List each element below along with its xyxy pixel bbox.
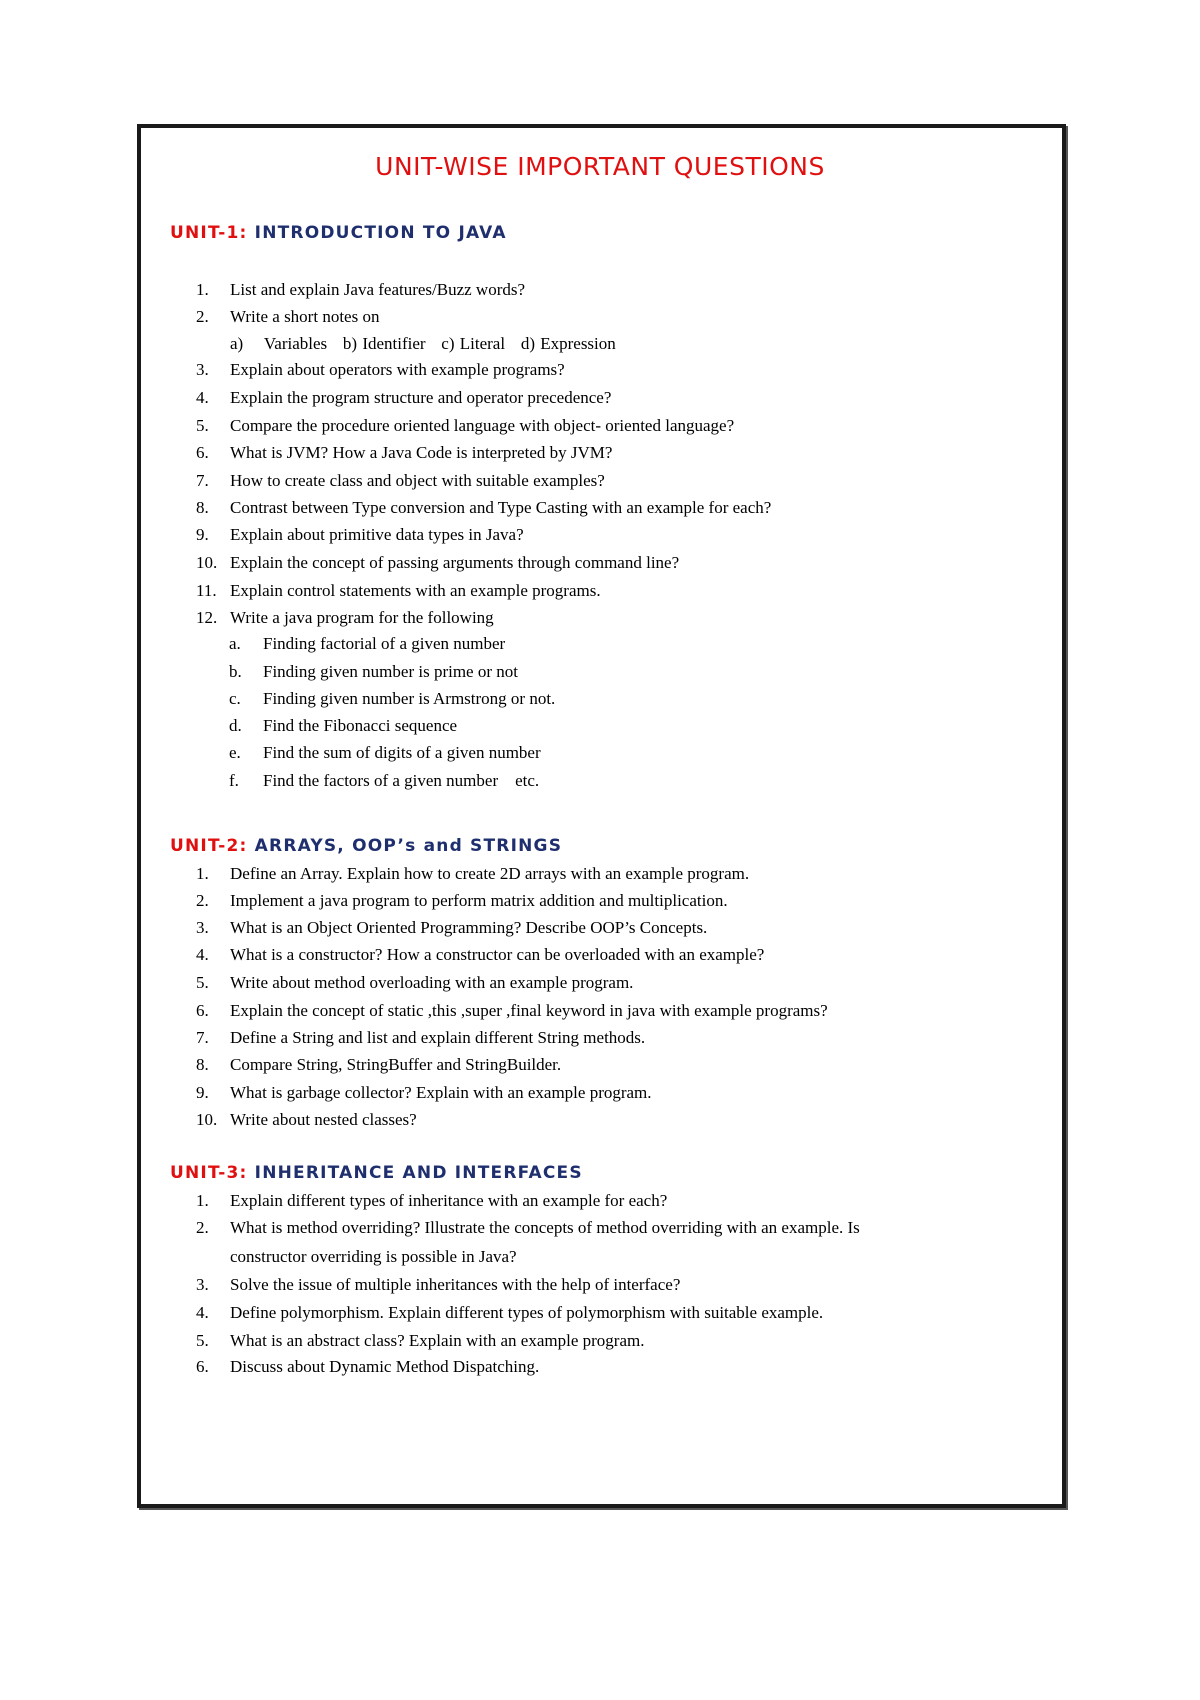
unit-label: UNIT-2:: [170, 836, 248, 856]
unit-name: ARRAYS, OOP’s and STRINGS: [254, 836, 563, 856]
unit-name: INTRODUCTION TO JAVA: [254, 223, 507, 243]
page-border: [137, 124, 1066, 1508]
unit-label: UNIT-1:: [170, 223, 248, 243]
page-title: UNIT-WISE IMPORTANT QUESTIONS: [375, 152, 825, 181]
unit-3-heading: [170, 1163, 583, 1183]
unit-1-heading: [170, 223, 507, 243]
unit-label: UNIT-3:: [170, 1163, 248, 1183]
unit-2-heading: [170, 836, 562, 856]
unit-name: INHERITANCE AND INTERFACES: [254, 1163, 583, 1183]
